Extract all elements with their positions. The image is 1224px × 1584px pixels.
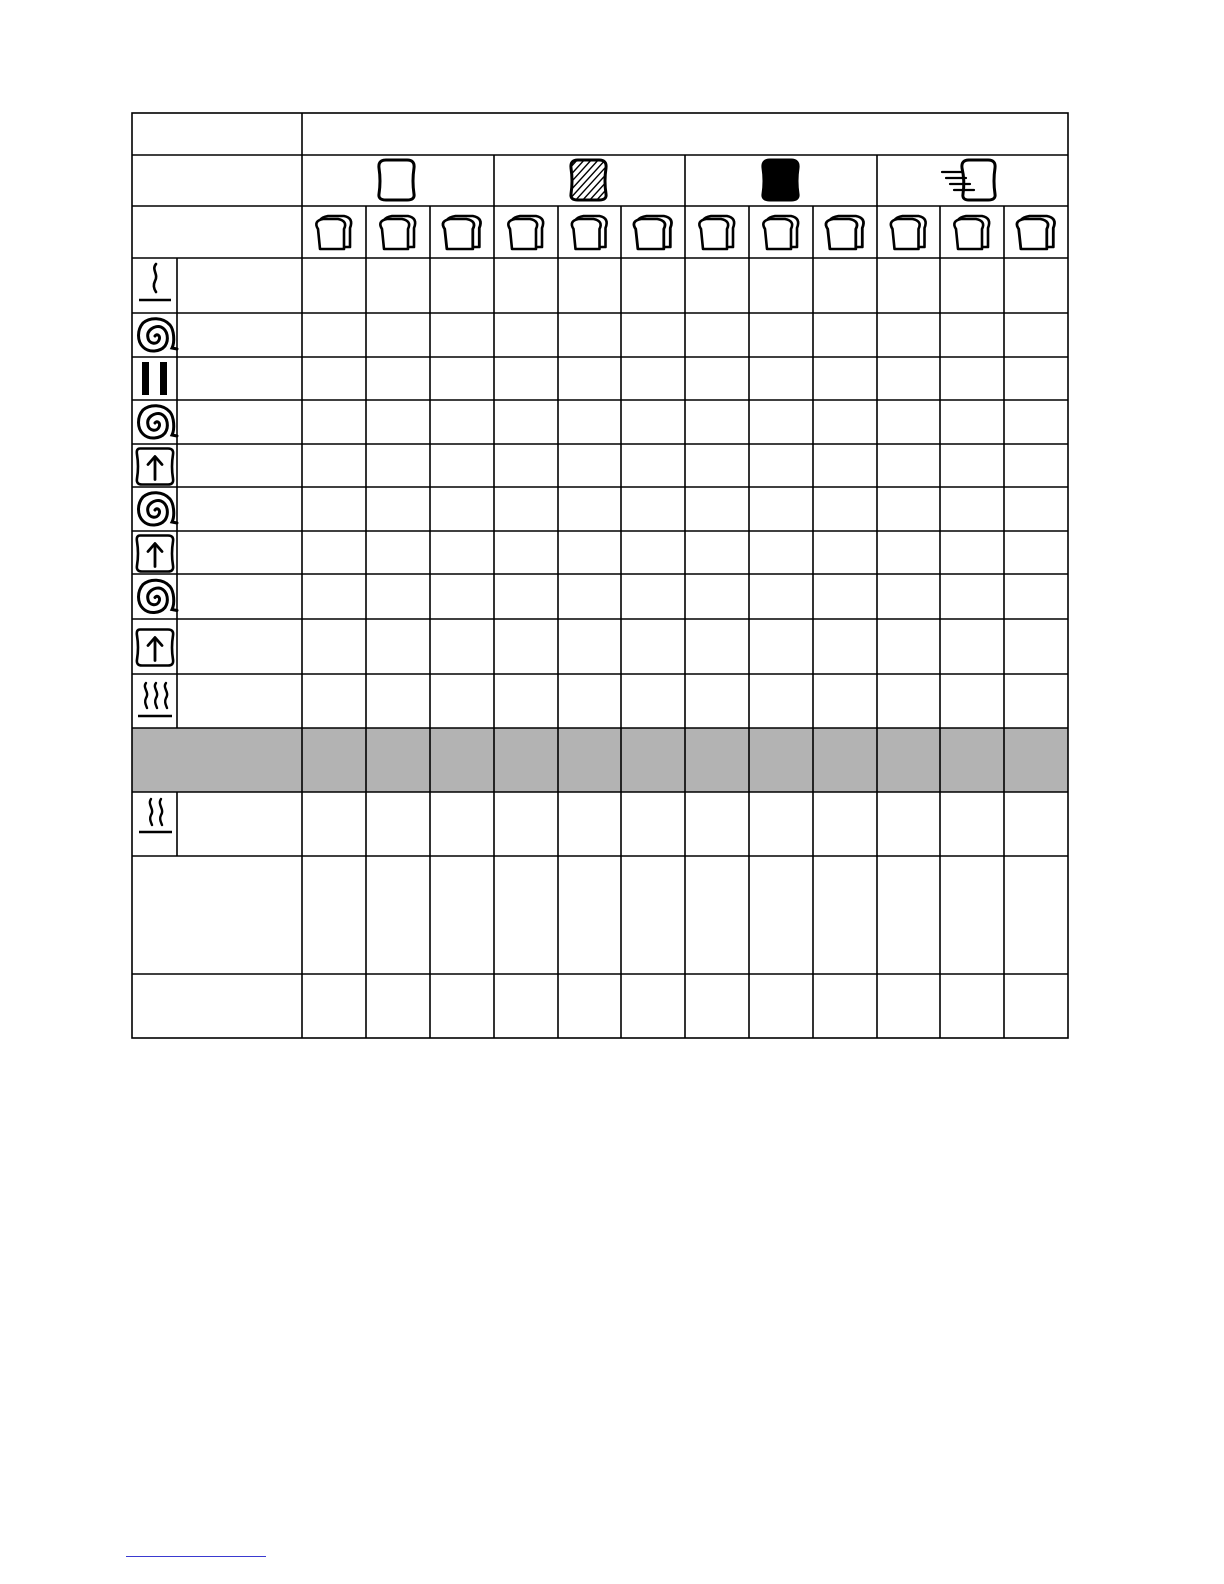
rise-icon — [137, 449, 173, 485]
rise-icon — [137, 630, 173, 666]
bake-icon — [138, 683, 172, 716]
light-crust-icon — [379, 160, 414, 200]
large-loaf-icon — [1017, 216, 1055, 249]
medium-loaf-icon — [380, 216, 415, 249]
keep-warm-icon — [139, 799, 172, 832]
small-loaf-icon — [316, 216, 351, 249]
grid-lines — [132, 113, 1068, 1038]
rapid-bake-icon — [942, 160, 995, 200]
knead-icon — [139, 406, 178, 438]
medium-loaf-icon — [954, 216, 989, 249]
preheat-icon — [139, 264, 171, 300]
shaded-row — [132, 728, 1068, 792]
large-loaf-icon — [443, 216, 481, 249]
pause-icon — [142, 362, 167, 395]
small-loaf-icon — [891, 216, 926, 249]
rise-icon — [137, 536, 173, 572]
medium-crust-icon — [532, 158, 649, 202]
knead-icon — [139, 319, 178, 351]
large-loaf-icon — [826, 216, 864, 249]
medium-loaf-icon — [763, 216, 798, 249]
knead-icon — [139, 580, 178, 612]
dark-crust-icon — [763, 160, 798, 200]
medium-loaf-icon — [572, 216, 607, 249]
knead-icon — [139, 493, 178, 525]
footer-rule — [126, 1556, 266, 1557]
small-loaf-icon — [699, 216, 734, 249]
small-loaf-icon — [508, 216, 543, 249]
large-loaf-icon — [634, 216, 672, 249]
table-border — [132, 113, 1068, 1038]
